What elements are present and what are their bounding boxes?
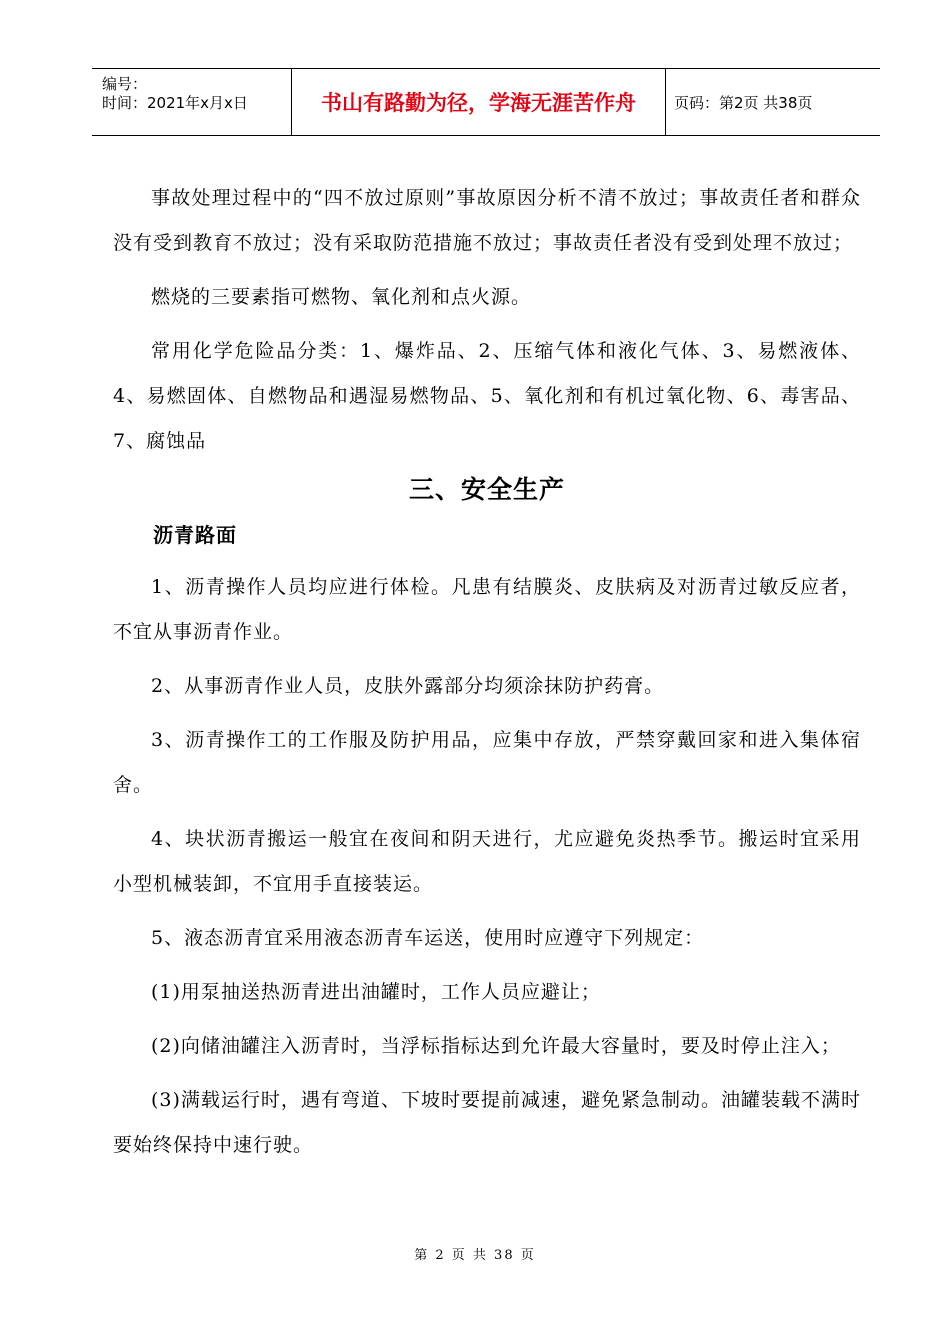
list-item: 5、液态沥青宜采用液态沥青车运送，使用时应遵守下列规定： [151,927,705,949]
header-motto: 书山有路勤为径，学海无涯苦作舟 [292,69,666,135]
header-meta [92,69,292,135]
list-item: 1、沥青操作人员均应进行体检。凡患有结膜炎、皮肤病及对沥青过敏反应者，不宜从事沥青作业。 [113,576,861,643]
section-title: 三、安全生产 [408,475,565,504]
document-body [113,176,861,1177]
header-page-info: 页码：第2页 共38页 [674,93,813,112]
list-item: 4、块状沥青搬运一般宜在夜间和阴天进行，尤应避免炎热季节。搬运时宜采用小型机械装卸，不宜用手直接装运。 [113,828,861,895]
list-item: (2)向储油罐注入沥青时，当浮标指标达到允许最大容量时，要及时停止注入； [151,1035,841,1057]
paragraph-hazardous-chemicals: 常用化学危险品分类：1、爆炸品、2、压缩气体和液化气体、3、易燃液体、4、易燃固体、自燃物品和遇湿易燃物品、5、氧化剂和有机过氧化物、6、毒害品、7、腐蚀品 [113,340,861,452]
subsection-title: 沥青路面 [153,523,237,547]
paragraph-combustion: 燃烧的三要素指可燃物、氧化剂和点火源。 [151,286,532,308]
list-item: 2、从事沥青作业人员，皮肤外露部分均须涂抹防护药膏。 [151,675,665,697]
list-item: (1)用泵抽送热沥青进出油罐时，工作人员应避让； [151,981,601,1003]
paragraph-four-principles: 事故处理过程中的“四不放过原则”事故原因分析不清不放过；事故责任者和群众没有受到教育不放过；没有采取防范措施不放过；事故责任者没有受到处理不放过； [113,187,861,254]
page-footer: 第 2 页 共 38 页 [414,1248,536,1263]
list-item: 3、沥青操作工的工作服及防护用品，应集中存放，严禁穿戴回家和进入集体宿舍。 [113,729,861,796]
page-header [92,68,880,136]
doc-number-label: 编号： [102,75,148,93]
doc-time-label: 时间：2021年x月x日 [102,94,248,112]
list-item: (3)满载运行时，遇有弯道、下坡时要提前减速，避免紧急制动。油罐装载不满时要始终保持中速行驶。 [113,1089,861,1156]
